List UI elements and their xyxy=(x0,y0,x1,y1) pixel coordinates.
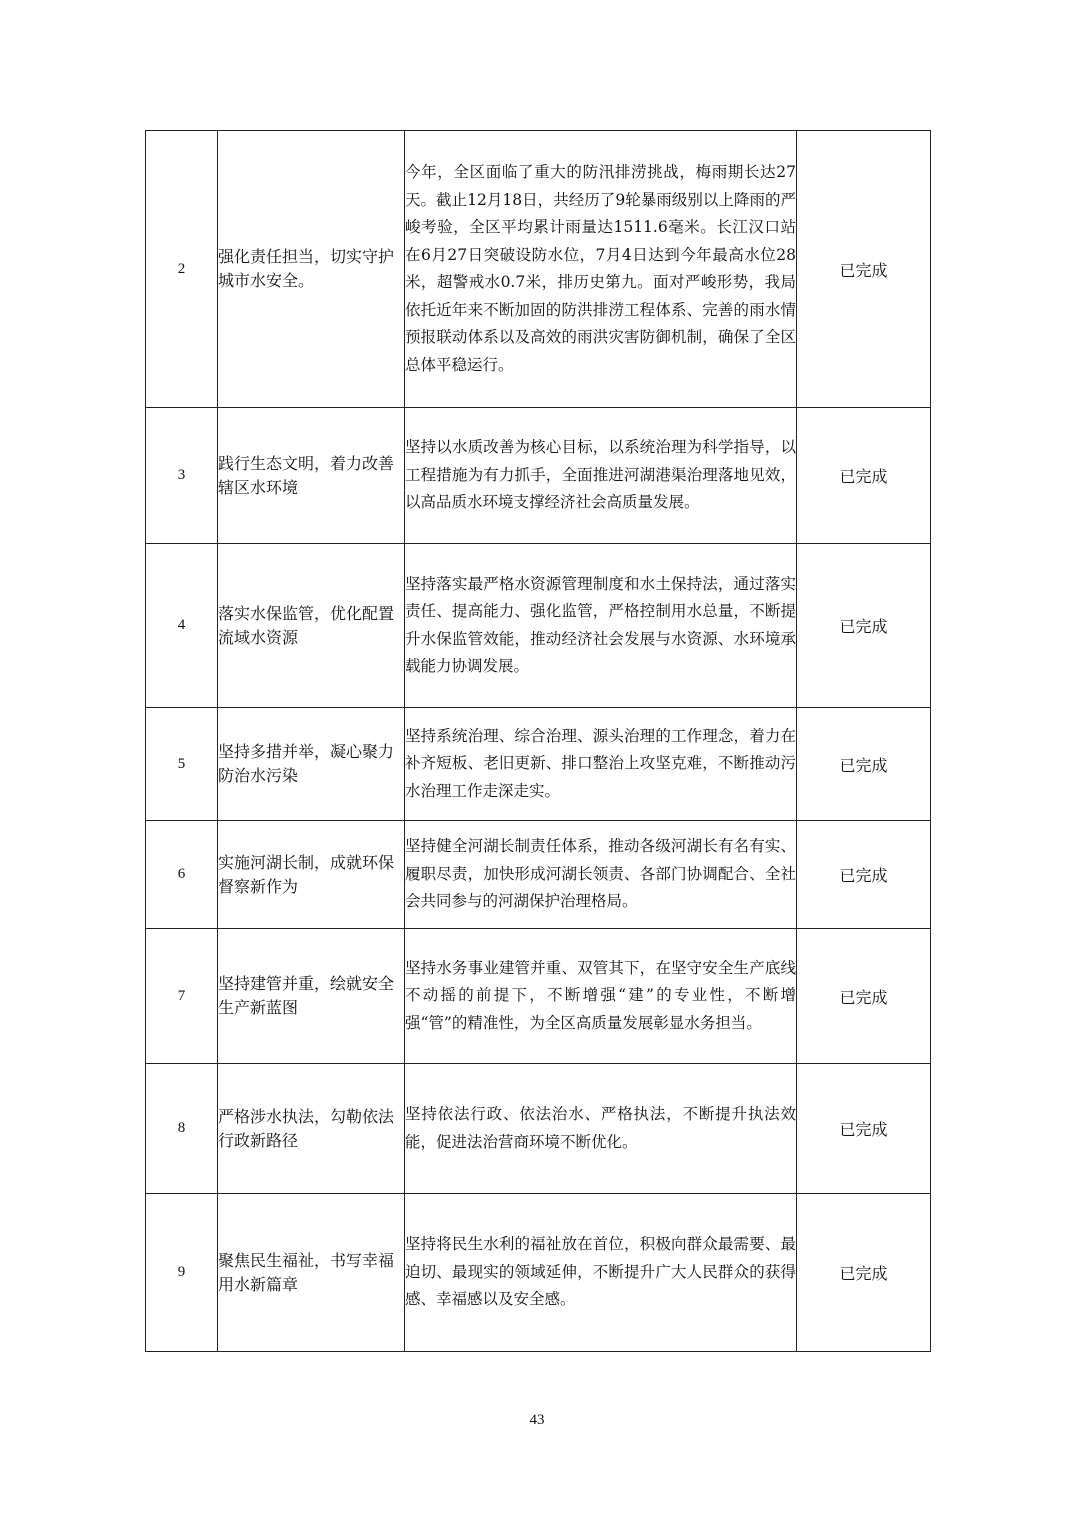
row-number: 8 xyxy=(146,1064,218,1194)
row-number: 9 xyxy=(146,1194,218,1352)
status-cell: 已完成 xyxy=(797,131,931,408)
row-number: 7 xyxy=(146,929,218,1064)
task-description: 坚持水务事业建管并重、双管其下，在坚守安全生产底线不动摇的前提下，不断增强“建”的专业性，不断增强“管”的精准性，为全区高质量发展彰显水务担当。 xyxy=(405,929,797,1064)
task-description: 坚持依法行政、依法治水、严格执法，不断提升执法效能，促进法治营商环境不断优化。 xyxy=(405,1064,797,1194)
table-row xyxy=(146,821,931,929)
task-description: 坚持将民生水利的福祉放在首位，积极向群众最需要、最迫切、最现实的领域延伸，不断提升广大人民群众的获得感、幸福感以及安全感。 xyxy=(405,1194,797,1352)
row-number: 6 xyxy=(146,821,218,929)
status-cell: 已完成 xyxy=(797,544,931,708)
task-title: 坚持建管并重，绘就安全生产新蓝图 xyxy=(218,929,405,1064)
task-title: 践行生态文明，着力改善辖区水环境 xyxy=(218,408,405,544)
status-cell: 已完成 xyxy=(797,1194,931,1352)
status-cell: 已完成 xyxy=(797,708,931,821)
row-number: 4 xyxy=(146,544,218,708)
task-title: 严格涉水执法，勾勒依法行政新路径 xyxy=(218,1064,405,1194)
status-cell: 已完成 xyxy=(797,408,931,544)
task-description: 坚持系统治理、综合治理、源头治理的工作理念，着力在补齐短板、老旧更新、排口整治上攻坚克难，不断推动污水治理工作走深走实。 xyxy=(405,708,797,821)
table-row xyxy=(146,1064,931,1194)
task-description: 坚持落实最严格水资源管理制度和水土保持法，通过落实责任、提高能力、强化监管，严格控制用水总量，不断提升水保监管效能，推动经济社会发展与水资源、水环境承载能力协调发展。 xyxy=(405,544,797,708)
row-number: 5 xyxy=(146,708,218,821)
table-row xyxy=(146,929,931,1064)
task-title: 落实水保监管，优化配置流域水资源 xyxy=(218,544,405,708)
task-description: 坚持以水质改善为核心目标，以系统治理为科学指导，以工程措施为有力抓手，全面推进河湖港渠治理落地见效，以高品质水环境支撑经济社会高质量发展。 xyxy=(405,408,797,544)
table-row xyxy=(146,131,931,408)
table-row xyxy=(146,1194,931,1352)
table-row xyxy=(146,708,931,821)
page-number: 43 xyxy=(529,1412,545,1428)
task-description: 坚持健全河湖长制责任体系，推动各级河湖长有名有实、履职尽责，加快形成河湖长领责、各部门协调配合、全社会共同参与的河湖保护治理格局。 xyxy=(405,821,797,929)
task-title: 实施河湖长制，成就环保督察新作为 xyxy=(218,821,405,929)
status-cell: 已完成 xyxy=(797,1064,931,1194)
table-row xyxy=(146,544,931,708)
status-cell: 已完成 xyxy=(797,821,931,929)
table-row xyxy=(146,408,931,544)
row-number: 2 xyxy=(146,131,218,408)
work-summary-table xyxy=(145,130,931,1352)
task-title: 强化责任担当，切实守护城市水安全。 xyxy=(218,131,405,408)
task-title: 聚焦民生福祉，书写幸福用水新篇章 xyxy=(218,1194,405,1352)
row-number: 3 xyxy=(146,408,218,544)
task-description: 今年，全区面临了重大的防汛排涝挑战，梅雨期长达27天。截止12月18日，共经历了9轮暴雨级别以上降雨的严峻考验，全区平均累计雨量达1511.6毫米。长江汉口站在6月27日突破设防水位，7月4日达到今年最高水位28米，超警戒水0.7米，排历史第九。面对严峻形势，我局依托近年来不断加固的防洪排涝工程体系、完善的雨水情预报联动体系以及高效的雨洪灾害防御机制，确保了全区总体平稳运行。 xyxy=(405,131,797,408)
status-cell: 已完成 xyxy=(797,929,931,1064)
task-title: 坚持多措并举，凝心聚力防治水污染 xyxy=(218,708,405,821)
